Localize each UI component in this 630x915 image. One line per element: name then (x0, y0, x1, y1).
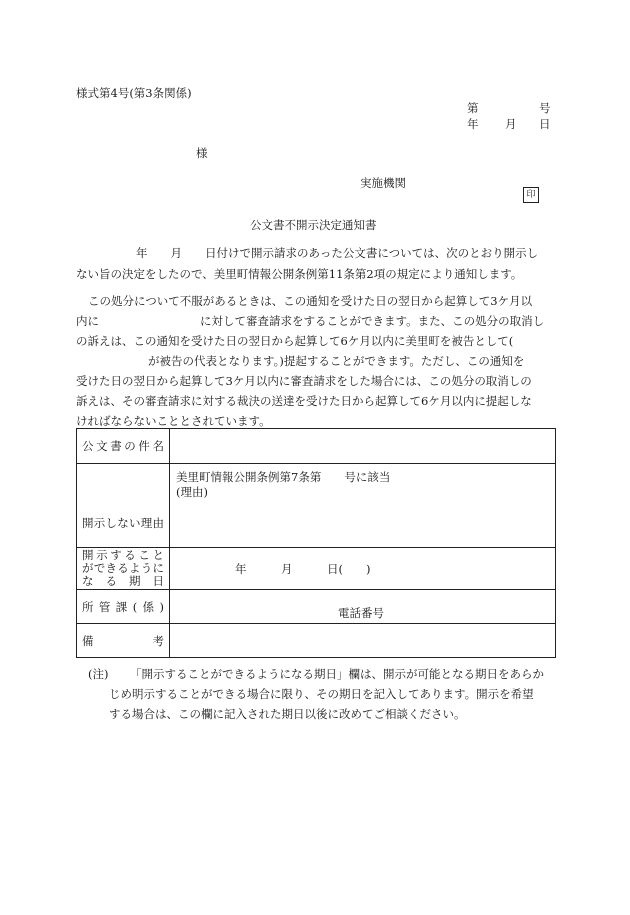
document-title: 公文書不開示決定通知書 (250, 218, 377, 232)
remarks-label-cell (77, 624, 170, 658)
department-label-cell (77, 590, 170, 624)
reason-value-cell[interactable] (170, 464, 556, 548)
table-row (77, 590, 556, 624)
footnote-prefix: (注) (88, 667, 109, 681)
department-value-cell[interactable] (170, 590, 556, 624)
reason-article: 美里町情報公開条例第7条第 号に該当 (176, 470, 391, 484)
date-year: 年 (467, 117, 479, 131)
body-line: ない旨の決定をしたので、美里町情報公開条例第11条第2項の規定により通知します。 (76, 267, 523, 281)
table-row (77, 624, 556, 658)
phone-number-label: 電話番号 (338, 606, 384, 620)
form-number: 様式第4号(第3条関係) (76, 86, 192, 100)
reason-heading: (理由) (176, 485, 208, 499)
body-line: ければならないこととされています。 (76, 414, 271, 428)
body-line: に対して審査請求をすることができます。また、この処分の取消し (200, 314, 545, 328)
body-line: 訴えは、その審査請求に対する裁決の送達を受けた日から起算して6ケ月以内に提起しな (76, 394, 532, 408)
body-line: が被告の代表となります。)提起することができます。ただし、この通知を (148, 354, 525, 368)
date-day: 日 (539, 117, 551, 131)
reason-label: 開示しない理由 (82, 515, 164, 530)
disclosure-date-value-cell[interactable] (170, 548, 556, 590)
body-line: 年 月 日付けで開示請求のあった公文書については、次のとおり開示し (136, 246, 539, 260)
remarks-label: 備考 (82, 633, 164, 648)
addressee-suffix: 様 (196, 146, 208, 160)
reason-label-cell (77, 464, 170, 548)
subject-label: 公文書の件名 (82, 439, 164, 453)
footnote-line: する場合は、この欄に記入された期日以後に改めてご相談ください。 (109, 707, 466, 721)
subject-value-cell[interactable] (170, 429, 556, 464)
date-month: 月 (505, 117, 517, 131)
decision-table (76, 428, 556, 658)
remarks-value-cell[interactable] (170, 624, 556, 658)
body-line: 受けた日の翌日から起算して3ケ月以内に審査請求をした場合には、この処分の取消しの (76, 374, 532, 388)
doc-number-prefix: 第 (467, 101, 479, 115)
table-row (77, 429, 556, 464)
department-label: 所管課(係) (82, 599, 164, 614)
issuer: 実施機関 (360, 176, 406, 190)
footnote-line: 「開示することができるようになる期日」欄は、開示が可能となる期日をあらか (130, 667, 544, 681)
body-line: の訴えは、この通知を受けた日の翌日から起算して6ケ月以内に美里町を被告として( (76, 334, 514, 348)
subject-label-cell (77, 429, 170, 464)
table-row (77, 548, 556, 590)
body-line: 内に (76, 314, 99, 328)
disclosure-date-label-line: なる期日 (82, 574, 164, 588)
disclosure-date-label-line: 開示すること (82, 548, 164, 562)
table-row (77, 464, 556, 548)
disclosure-date-label-cell (77, 548, 170, 590)
doc-number-suffix: 号 (539, 101, 551, 115)
body-line: この処分について不服があるときは、この通知を受けた日の翌日から起算して3ケ月以 (88, 294, 533, 308)
disclosure-date-value: 年 月 日( ) (235, 561, 371, 576)
disclosure-date-label-line: ができるように (82, 561, 164, 575)
footnote-line: じめ明示することができる場合に限り、その期日を記入してあります。開示を希望 (109, 687, 534, 701)
seal-mark: 印 (523, 187, 539, 203)
